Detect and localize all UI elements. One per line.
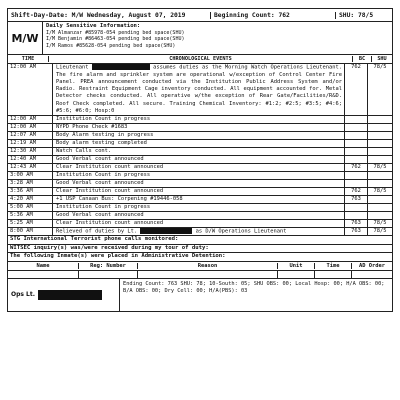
entry-shu [367,124,392,131]
entry-bc: 763 [344,228,367,236]
log-entry [8,172,392,180]
header-row [8,9,392,22]
entry-lead: Relieved of duties by Lt. [56,228,138,235]
entry-lead: Lieutenant [56,64,89,71]
col-shu: SHU [371,56,392,62]
entry-tail: as D/W Operations Lieutenant [195,228,287,235]
col-bc: BC [352,56,371,62]
entry-time: 12:00 AM [10,123,36,130]
entry-event: Good Verbal count announced [52,156,344,163]
entry-time: 3:28 AM [10,179,33,186]
entry-time: 5:00 AM [10,203,33,210]
log-entry [8,64,392,116]
entry-bc: 763 [344,196,367,203]
entry-time: 12:40 AM [10,155,36,162]
admin-detention-line: The following Inmate(s) were placed in Administrative Detention: [8,253,392,262]
witsec-line: WITSEC inquiry(s) was/were received during my tour of duty: [8,245,392,254]
entry-event: Clear Institution count announced [52,188,344,195]
entry-time: 12:00 AM [10,64,36,70]
col-events: CHRONOLOGICAL EVENTS [48,56,352,62]
entry-bc: 763 [344,220,367,227]
log-sheet [7,8,393,312]
entry-event: NYPD Phone Check #1683 [52,124,344,131]
entry-time: 8:00 AM [10,227,33,234]
entry-bc [344,212,367,219]
entry-shu [367,132,392,139]
entry-event: Institution Count in progress [52,204,344,211]
entry-time: 4:20 AM [10,195,33,202]
redaction-bar [38,290,102,300]
log-entry [8,228,392,237]
stg-line: STG International Terrorist phone calls monitored: [8,236,392,245]
log-entries [8,116,392,228]
entry-time: 12:30 AM [10,147,36,154]
entry-text: assumes duties as the Morning Watch Operations Lieutenant. The fire alarm and sprinkler system are operational w/exception of Control Center Fire Panel. PREA announcement conducted via the Institution Public Address System and/or Radio. Restraint Equipment Cage inventory conducted. All equipment accounted for. Metal Detector checks conducted. All operative w/the exception of Rear Gate/Facilities/R&D. Roof Check completed. All secure. Training Chemical Inventory: #1:2; #2:5; #3:5; #4:6; #5:6; #6:0; Hosp:0 [56,64,342,114]
log-entry [8,196,392,204]
entry-shu [367,148,392,155]
redaction-bar [92,64,150,70]
entry-event: Good Verbal count announced [52,180,344,187]
entry-event: Institution Count in progress [52,172,344,179]
sensitive-line: I/M Almanzar #85978-054 pending bed space(SHU) [46,29,185,36]
col-time: TIME [21,56,35,62]
log-entry [8,140,392,148]
entry-shu [367,212,392,219]
entry-bc [344,148,367,155]
entry-event: Clear Institution count announced [52,164,344,171]
admin-col-ad: AD Order [351,263,392,269]
daily-sensitive-info [43,22,392,54]
entry-bc [344,156,367,163]
admin-header-row [8,262,392,271]
entry-event: Watch Calls cont. [52,148,344,155]
log-entry [8,156,392,164]
admin-col-time: Time [314,263,351,269]
entry-event: Institution Count in progress [52,116,344,123]
sensitive-line: I/M Ramos #85628-054 pending bed space(SHU) [46,42,176,49]
log-entry [8,164,392,172]
daily-sensitive-title: Daily Sensitive Information: [46,23,141,29]
shift-day-date: Shift-Day-Date: M/W Wednesday, August 07, 2019 [11,11,186,19]
entry-event: Body alarm testing completed [52,140,344,147]
entry-bc [344,132,367,139]
ops-lieutenant [8,279,120,311]
entry-bc: 762 [344,64,367,115]
entry-time: 5:25 AM [10,219,33,226]
entry-shu: 78/5 [367,64,392,115]
ending-count: Ending Count: 763 SHU: 78; 10-South: 05; SHU OBS: 00; Local Hosp: 00; H/A OBS: 00; B/A OBS: 00; Dry Cell: 00; H/A(PBS): 03 [123,280,385,294]
admin-col-reg: Reg: Number [78,263,137,269]
entry-time: 12:19 AM [10,139,36,146]
entry-shu [367,156,392,163]
entry-time: 5:36 AM [10,211,33,218]
admin-empty-row [8,271,392,279]
sensitive-info-row [8,22,392,55]
entry-shu [367,204,392,211]
entry-shu [367,196,392,203]
log-entry [8,220,392,228]
log-entry [8,180,392,188]
entry-bc: 762 [344,164,367,171]
beginning-count: Beginning Count: 762 [210,12,335,19]
entry-bc [344,116,367,123]
entry-bc: 762 [344,188,367,195]
log-entry [8,188,392,196]
ops-label: Ops Lt. [11,291,36,299]
entry-time: 3:36 AM [10,187,33,194]
entry-shu: 78/5 [367,220,392,227]
admin-col-unit: Unit [277,263,314,269]
log-entry [8,204,392,212]
entry-time: 3:00 AM [10,171,33,178]
shu-count: SHU: 78/5 [335,12,392,19]
admin-col-reason: Reason [137,263,277,269]
entry-bc [344,180,367,187]
column-header-row [8,55,392,64]
admin-col-name: Name [36,262,50,269]
entry-shu: 78/5 [367,188,392,195]
entry-time: 12:07 AM [10,131,36,138]
log-entry [8,148,392,156]
log-entry [8,116,392,124]
entry-time: 12:00 AM [10,115,36,122]
shift-code: M/W [8,22,43,54]
entry-shu [367,172,392,179]
entry-shu [367,140,392,147]
log-entry [8,132,392,140]
redaction-bar [140,228,192,234]
entry-time: 12:43 AM [10,163,36,170]
entry-bc [344,140,367,147]
entry-shu [367,116,392,123]
entry-event: Good Verbal count announced [52,212,344,219]
log-entry [8,212,392,220]
log-entry [8,124,392,132]
entry-event [52,64,344,115]
entry-shu: 78/5 [367,228,392,236]
entry-event [52,228,344,236]
entry-shu: 78/5 [367,164,392,171]
entry-bc [344,172,367,179]
entry-event: Clear Institution count announced [52,220,344,227]
entry-shu [367,180,392,187]
entry-bc [344,124,367,131]
entry-bc [344,204,367,211]
footer-row [8,279,392,311]
sensitive-line: I/M Benjamin #86463-054 pending bed space(SHU) [46,36,185,42]
entry-event: +1 USP Canaan Bus: Corpening #19446-058 [52,196,344,203]
entry-event: Body Alarm testing in progress [52,132,344,139]
